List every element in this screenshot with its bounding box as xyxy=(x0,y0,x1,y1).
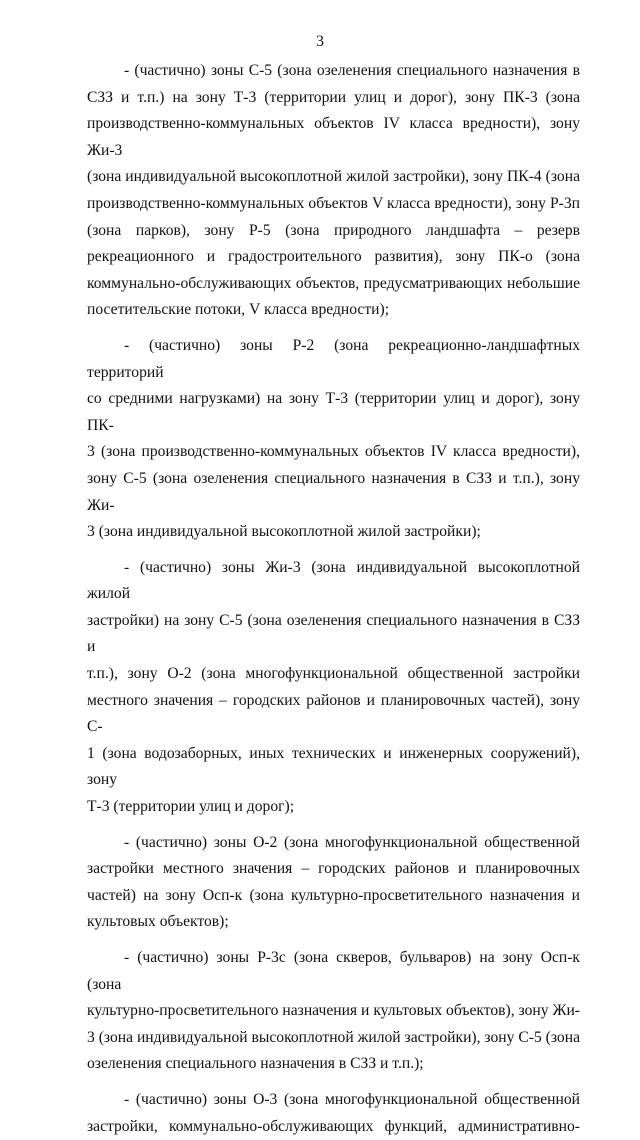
text-line: 3 (зона производственно-коммунальных объектов IV класса вредности), xyxy=(87,443,580,461)
text-line: рекреационного и градостроительного развития), зону ПК-о (зона xyxy=(87,248,580,266)
text-line: застройки, коммунально-обслуживающих функций, административно- xyxy=(87,1117,580,1135)
text-line: Т-3 (территории улиц и дорог); xyxy=(87,798,295,816)
text-line: СЗЗ и т.п.) на зону Т-3 (территории улиц и дорог), зону ПК-3 (зона xyxy=(87,88,580,106)
text-line: т.п.), зону О-2 (зона многофункциональной общественной застройки xyxy=(87,665,580,683)
text-line: частей) на зону Осп-к (зона культурно-просветительного назначения и xyxy=(87,886,580,904)
text-line: застройки местного значения – городских районов и планировочных xyxy=(87,860,580,878)
text-line: местного значения – городских районов и планировочных частей), зону С- xyxy=(87,691,580,736)
text-line: - (частично) зоны С-5 (зона озеленения специального назначения в xyxy=(124,62,580,79)
body-text xyxy=(87,58,580,1140)
text-line: - (частично) зоны О-3 (зона многофункциональной общественной xyxy=(124,1090,580,1108)
text-line: со средними нагрузками) на зону Т-3 (территории улиц и дорог), зону ПК- xyxy=(87,390,580,434)
text-line: зону С-5 (зона озеленения специального назначения в СЗЗ и т.п.), зону Жи- xyxy=(87,469,580,514)
text-line: - (частично) зоны Р-3с (зона скверов, бульваров) на зону Осп-к (зона xyxy=(87,949,580,993)
page-number: 3 xyxy=(316,33,324,50)
paragraph xyxy=(87,1087,580,1140)
paragraph xyxy=(87,58,580,324)
paragraph xyxy=(87,333,580,546)
paragraph xyxy=(87,945,580,1078)
paragraph xyxy=(87,830,580,936)
text-line: (зона парков), зону Р-5 (зона природного ландшафта – резерв xyxy=(87,221,580,239)
text-line: производственно-коммунальных объектов IV класса вредности), зону Жи-3 xyxy=(87,115,580,159)
text-line: - (частично) зоны Жи-3 (зона индивидуальной высокоплотной жилой xyxy=(87,558,580,603)
text-line: производственно-коммунальных объектов V класса вредности), зону Р-3п xyxy=(87,194,580,212)
text-line: коммунально-обслуживающих объектов, предусматривающих небольшие xyxy=(87,274,580,292)
text-line: - (частично) зоны Р-2 (зона рекреационно-ландшафтных территорий xyxy=(87,336,580,381)
text-line: - (частично) зоны О-2 (зона многофункциональной общественной xyxy=(124,833,580,851)
text-line: культовых объектов); xyxy=(87,913,229,931)
text-line: культурно-просветительного назначения и культовых объектов), зону Жи- xyxy=(87,1002,580,1020)
text-line: посетительские потоки, V класса вредности); xyxy=(87,301,390,319)
text-line: застройки) на зону С-5 (зона озеленения специального назначения в СЗЗ и xyxy=(87,611,580,656)
paragraph xyxy=(87,555,580,821)
text-line: 3 (зона индивидуальной высокоплотной жилой застройки), зону С-5 (зона xyxy=(87,1028,580,1046)
text-line: озеленения специального назначения в СЗЗ и т.п.); xyxy=(87,1055,424,1073)
text-line: 3 (зона индивидуальной высокоплотной жилой застройки); xyxy=(87,523,481,541)
text-line: (зона индивидуальной высокоплотной жилой застройки), зону ПК-4 (зона xyxy=(87,168,580,186)
text-line: 1 (зона водозаборных, иных технических и инженерных сооружений), зону xyxy=(87,744,580,789)
